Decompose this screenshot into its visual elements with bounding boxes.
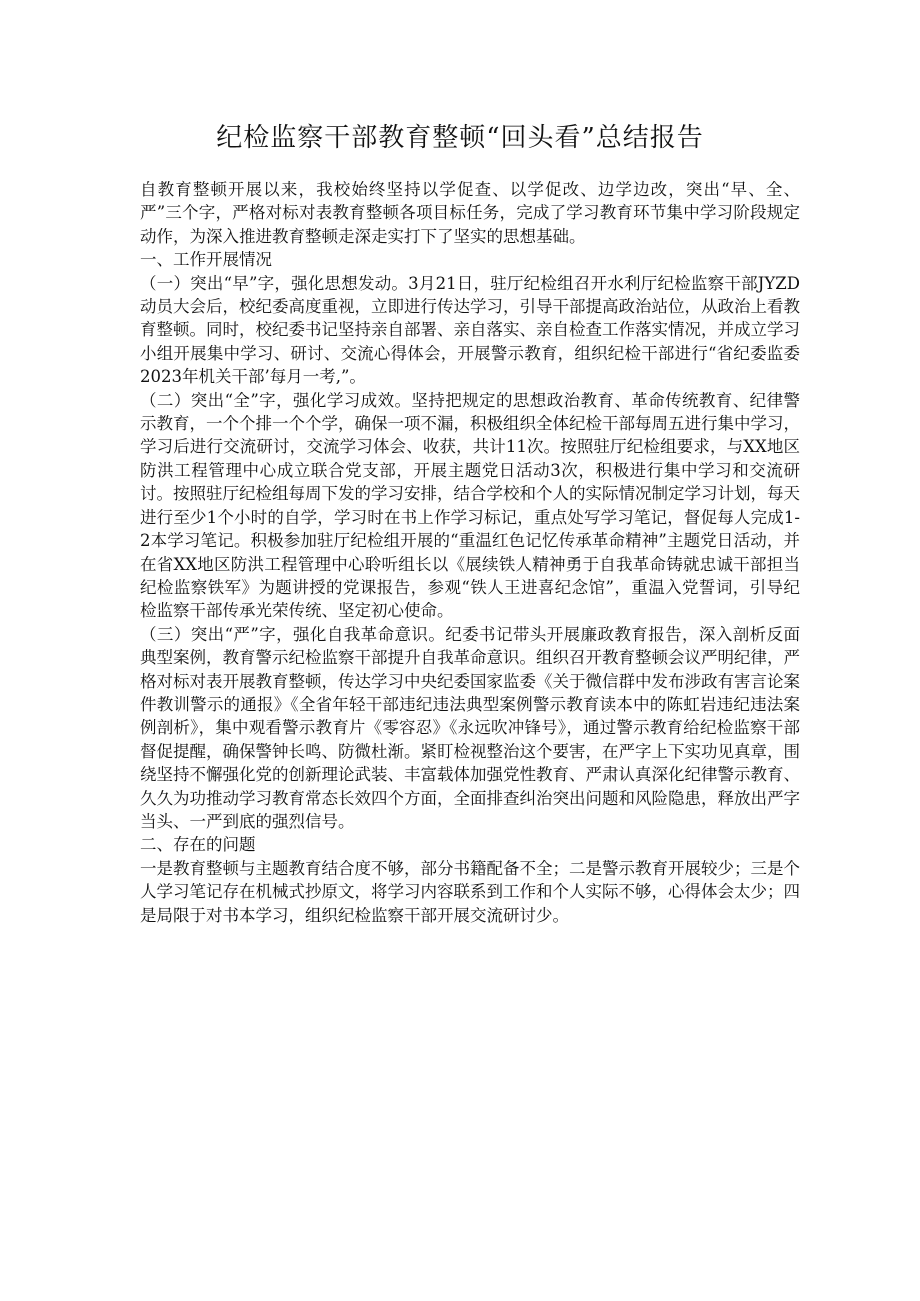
document-body — [140, 178, 800, 927]
document-title: 纪检监察干部教育整顿“回头看”总结报告 — [216, 123, 704, 153]
intro-paragraph: 自教育整顿开展以来，我校始终坚持以学促查、以学促改、边学边改，突出“早、全、严”三个字，严格对标对表教育整顿各项目标任务，完成了学习教育环节集中学习阶段规定动作，为深入推进教育整顿走深走实打下了坚实的思想基础。 — [140, 180, 800, 246]
section-heading-problems: 二、存在的问题 — [140, 835, 256, 855]
paragraph-problems: 一是教育整顿与主题教育结合度不够，部分书籍配备不全；二是警示教育开展较少；三是个人学习笔记存在机械式抄原文，将学习内容联系到工作和个人实际不够，心得体会太少；四是局限于对书本学习，组织纪检监察干部开展交流研讨少。 — [140, 858, 800, 925]
paragraph-comprehensive: （二）突出“全”字，强化学习成效。坚持把规定的思想政治教育、革命传统教育、纪律警示教育，一个个排一个个学，确保一项不漏，积极组织全体纪检干部每周五进行集中学习，学习后进行交流研讨，交流学习体会、收获，共计11次。按照驻厅纪检组要求，与XX地区防洪工程管理中心成立联合党支部，开展主题党日活动3次，积极进行集中学习和交流研讨。按照驻厅纪检组每周下发的学习安排，结合学校和个人的实际情况制定学习计划，每天进行至少1个小时的自学，学习时在书上作学习标记，重点处写学习笔记，督促每人完成1-2本学习笔记。积极参加驻厅纪检组开展的“重温红色记忆传承革命精神”主题党日活动，并在省XX地区防洪工程管理中心聆听组长以《展续铁人精神勇于自我革命铸就忠诚干部担当纪检监察铁军》为题讲授的党课报告，参观“铁人王进喜纪念馆”，重温入党誓词，引导纪检监察干部传承光荣传统、坚定初心使命。 — [140, 390, 800, 621]
paragraph-strict: （三）突出“严”字，强化自我革命意识。纪委书记带头开展廉政教育报告，深入剖析反面典型案例，教育警示纪检监察干部提升自我革命意识。组织召开教育整顿会议严明纪律，严格对标对表开展教育整顿，传达学习中央纪委国家监委《关于微信群中发布涉政有害言论案件教训警示的通报》《全省年轻干部违纪违法典型案例警示教育读本中的陈虹岩违纪违法案例剖析》，集中观看警示教育片《零容忍》《永远吹冲锋号》，通过警示教育给纪检监察干部督促提醒，确保警钟长鸣、防微杜渐。紧盯检视整治这个要害，在严字上下实功见真章，围绕坚持不懈强化党的创新理论武装、丰富载体加强党性教育、严肃认真深化纪律警示教育、久久为功推动学习教育常态长效四个方面，全面排查纠治突出问题和风险隐患，释放出严字当头、一严到底的强烈信号。 — [140, 624, 800, 831]
section-heading-work: 一、工作开展情况 — [140, 250, 272, 270]
paragraph-early: （一）突出“早”字，强化思想发动。3月21日，驻厅纪检组召开水利厅纪检监察干部JYZD动员大会后，校纪委高度重视，立即进行传达学习，引导干部提高政治站位，从政治上看教育整顿。同时，校纪委书记坚持亲自部署、亲自落实、亲自检查工作落实情况，并成立学习小组开展集中学习、研讨、交流心得体会，开展警示教育，组织纪检干部进行“省纪委监委2023年机关干部’每月一考,”。 — [140, 273, 800, 387]
